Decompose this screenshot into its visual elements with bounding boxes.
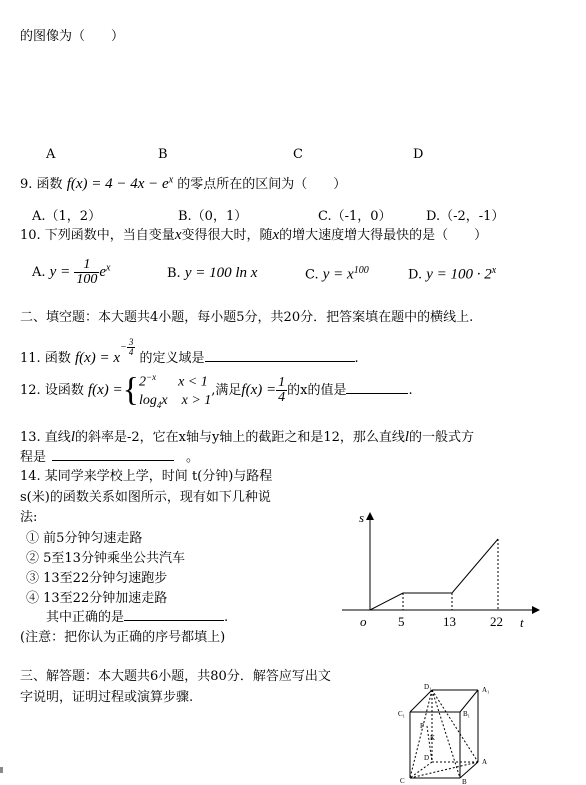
q11-end: . — [354, 351, 359, 366]
label-a: A — [482, 758, 488, 766]
q14-line-3: 法: — [20, 510, 38, 525]
q12-number: 12. — [20, 383, 41, 399]
diag-d1-a — [432, 690, 478, 762]
q10-option-a — [32, 258, 110, 287]
label-a1: A₁ — [482, 686, 490, 694]
q10-opt-a-y: y = — [49, 264, 71, 280]
q10-opt-b-expr: y = 100 ln x — [184, 265, 258, 281]
q9-suffix: 的零点所在的区间为（ ） — [177, 177, 347, 192]
q12-case1-cond: x < 1 — [178, 374, 208, 390]
q14-answer-blank — [124, 620, 224, 621]
q9-formula: f(x) = 4 − 4x − e — [66, 176, 169, 192]
q9-number: 9. — [20, 177, 33, 192]
q9-option-d: D.（-2，-1） — [426, 209, 505, 224]
q11-suffix: 的定义域是 — [139, 351, 205, 366]
label-c1: C₁ — [398, 710, 406, 718]
q10-text-mid: 变得很大时，随 — [181, 228, 273, 243]
q10-opt-c-label: C. — [305, 267, 319, 283]
q12-case1-sup: −x — [146, 372, 157, 382]
q10-opt-a-fraction — [74, 258, 99, 287]
q12-prefix: 设函数 — [44, 383, 84, 399]
q14-line-2: s(米)的函数关系如图所示，现有如下几种说 — [20, 490, 271, 505]
q10-option-d — [408, 265, 496, 283]
label-k: K — [430, 734, 436, 742]
q10-opt-a-den: 100 — [76, 272, 98, 287]
q12-case1-expr: 2 — [139, 374, 146, 390]
q12-answer-blank — [346, 393, 408, 394]
q10-var-x: x — [174, 227, 182, 243]
q11-prefix: 函数 — [44, 351, 71, 366]
q10-option-c — [305, 265, 369, 283]
q9-option-a: A.（1，2） — [32, 209, 102, 224]
label-c: C — [400, 777, 405, 785]
question-13-line-1 — [20, 426, 474, 446]
q12-case-2 — [139, 392, 211, 414]
graph-line — [370, 539, 498, 610]
q14-correct-label: 其中正确的是 — [46, 610, 125, 625]
q10-opt-c-expr: y = x — [322, 266, 354, 283]
q11-exponent — [120, 338, 135, 357]
q13-text-c: 的一般式方 — [409, 430, 475, 445]
section-3-line-1: 三、解答题：本大题共6小题，共80分．解答应写出文 — [20, 669, 331, 684]
q12-end: . — [408, 383, 413, 399]
label-d: D — [424, 754, 430, 762]
q12-case2-var: x — [161, 392, 168, 408]
q8-option-d: D — [413, 147, 424, 162]
question-13-line-2 — [20, 446, 199, 465]
page-marker — [0, 767, 3, 773]
q8-option-c: C — [293, 147, 303, 162]
section-3-line-2: 字说明，证明过程或演算步骤. — [20, 690, 194, 705]
q12-suffix: 的x的值是 — [287, 383, 347, 399]
q9-prefix: 函数 — [36, 177, 63, 192]
q13-answer-blank — [52, 460, 174, 461]
label-p: P — [420, 722, 424, 730]
q10-opt-d-label: D. — [408, 267, 423, 283]
q11-number: 11. — [20, 351, 41, 366]
q10-opt-a-num: 1 — [74, 258, 99, 273]
q12-case2-cond: x > 1 — [181, 392, 212, 408]
q12-eq: f(x) = — [241, 382, 277, 399]
distance-time-graph — [330, 500, 550, 635]
q14-item-1: ① 前5分钟匀速走路 — [26, 531, 143, 546]
q11-exp-fraction — [127, 338, 136, 357]
label-d1: D₁ — [424, 683, 432, 691]
q10-opt-d-sup: x — [491, 265, 497, 276]
q12-formula: f(x) = — [87, 382, 123, 399]
question-9 — [20, 173, 346, 193]
q13-text-a: 13. 直线 — [20, 430, 71, 445]
cube-diagram — [390, 682, 500, 785]
q12-cases — [139, 368, 211, 413]
label-b1: B₁ — [463, 710, 471, 718]
q10-opt-a-label: A. — [32, 265, 46, 280]
q10-option-b — [167, 265, 257, 282]
q14-line-1: 14. 某同学来学校上学，时间 t(分钟)与路程 — [20, 469, 273, 484]
tick-label-13: 13 — [443, 614, 456, 629]
q12-value-fraction — [276, 376, 287, 405]
edge-a1-b1 — [460, 690, 478, 712]
q14-note: (注意：把你认为正确的序号都填上) — [20, 630, 226, 645]
question-12 — [20, 368, 413, 413]
tick-label-5: 5 — [398, 614, 405, 629]
label-b: B — [462, 778, 467, 785]
q10-text-before: 10. 下列函数中，当自变量 — [20, 228, 175, 243]
q8-option-b: B — [158, 147, 168, 162]
q10-text-after: 的增大速度增大得最快的是（ ） — [279, 228, 488, 243]
q10-opt-a-sup: x — [106, 262, 111, 274]
q8-option-a: A — [46, 147, 56, 162]
section-2-heading: 二、填空题：本大题共4小题，每小题5分，共20分．把答案填在题中的横线上. — [20, 310, 474, 325]
question-8-tail: 的图像为（ ） — [20, 29, 125, 44]
q11-exp-num: 3 — [128, 337, 134, 347]
q12-mid: ,满足 — [211, 383, 242, 399]
q13-var-l: l — [70, 429, 75, 445]
q13-line2: 程是 — [20, 450, 47, 465]
q9-formula-sup: x — [168, 174, 174, 186]
question-11 — [20, 338, 359, 367]
axis-label-t: t — [520, 615, 524, 630]
q13-text-b: 的斜率是-2，它在x轴与y轴上的截距之和是12，那么直线 — [74, 430, 405, 445]
axis-label-s: s — [359, 510, 365, 525]
diag-c-a — [410, 762, 478, 778]
q12-brace: { — [122, 371, 139, 409]
q14-item-4: ④ 13至22分钟加速走路 — [26, 591, 168, 606]
diag-d1-b — [432, 690, 460, 778]
edge-d1-c1 — [410, 690, 432, 712]
q11-formula: f(x) = x — [74, 350, 121, 366]
q9-option-c: C.（-1，0） — [318, 209, 392, 224]
q14-item-2: ② 5至13分钟乘坐公共汽车 — [26, 551, 185, 566]
q11-exp-den: 4 — [128, 347, 134, 357]
q12-case-1 — [139, 368, 211, 392]
q11-exp-sign: − — [120, 342, 127, 353]
q11-answer-blank — [205, 361, 355, 362]
tick-label-22: 22 — [490, 614, 503, 629]
origin-label: o — [360, 614, 367, 629]
q12-case2-expr: log — [139, 392, 157, 408]
q9-option-b: B.（0，1） — [178, 209, 248, 224]
q10-opt-c-sup: 100 — [353, 265, 369, 276]
question-10 — [20, 224, 487, 244]
q10-opt-d-expr: y = 100 · 2 — [426, 266, 492, 283]
q14-correct-end: . — [224, 610, 229, 625]
q12-val-den: 4 — [278, 390, 286, 406]
q10-opt-a-e: e — [99, 264, 107, 280]
q14-item-3: ③ 13至22分钟匀速跑步 — [26, 571, 168, 586]
q12-val-num: 1 — [278, 375, 286, 391]
q10-var-x-2: x — [272, 227, 280, 243]
q14-correct — [46, 606, 228, 625]
q13-var-l-2: l — [404, 429, 410, 445]
q10-opt-b-label: B. — [167, 266, 181, 281]
q12-case2-sub: 4 — [156, 399, 162, 410]
q13-end: 。 — [186, 450, 200, 465]
